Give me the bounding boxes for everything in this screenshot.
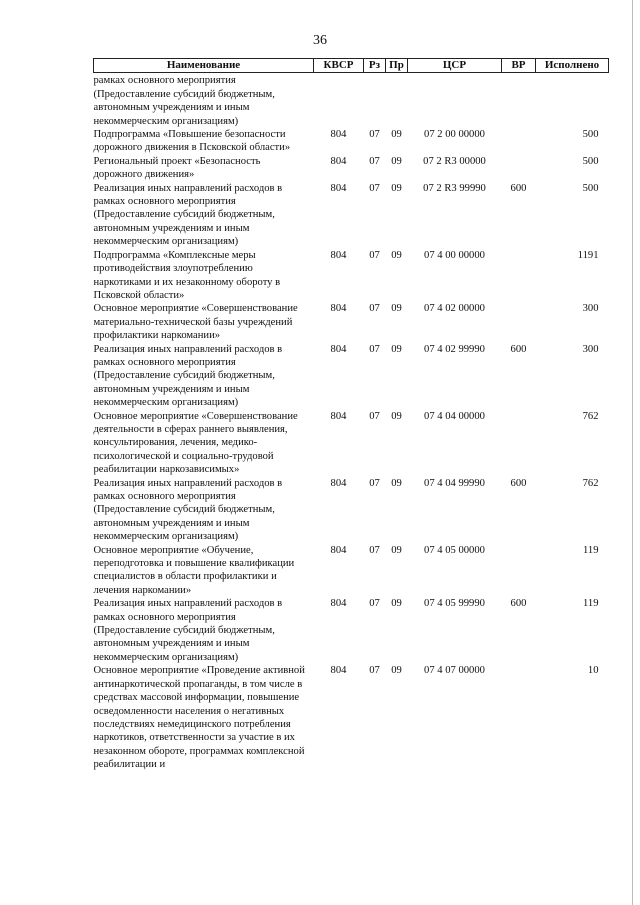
row-vr: 600 — [510, 343, 527, 355]
row-name: Основное мероприятие «Совершенствование материально-технической базы учреждений профилактики наркомании» — [93, 303, 298, 342]
table-row — [94, 477, 609, 544]
row-amount: 119 — [583, 544, 599, 556]
row-vr — [502, 544, 536, 598]
row-amount: 1191 — [577, 249, 599, 261]
row-pr: 09 — [391, 343, 402, 355]
row-amount: 762 — [582, 410, 599, 422]
table-row — [94, 664, 609, 771]
header-kvsr: КВСР — [314, 59, 364, 73]
row-amount: 500 — [582, 129, 599, 141]
row-pr — [386, 73, 408, 128]
row-csr: 07 4 05 00000 — [424, 544, 485, 556]
row-amount: 500 — [582, 155, 599, 167]
row-csr: 07 4 05 99990 — [424, 598, 485, 610]
row-vr — [502, 128, 536, 155]
row-csr: 07 2 00 00000 — [424, 129, 485, 141]
row-amount: 300 — [582, 343, 599, 355]
page-number: 36 — [313, 33, 327, 48]
row-kvsr — [314, 73, 364, 128]
row-rz: 07 — [369, 665, 380, 677]
row-name: Реализация иных направлений расходов в рамках основного мероприятия (Предоставление субсидий бюджетным, автономным учреждениям и иным некоммерческим организациям) — [93, 598, 283, 663]
row-csr: 07 4 07 00000 — [424, 665, 485, 677]
row-pr: 09 — [391, 598, 402, 610]
row-amount: 119 — [583, 598, 599, 610]
row-rz: 07 — [369, 129, 380, 141]
row-kvsr: 804 — [330, 343, 347, 355]
row-kvsr: 804 — [330, 544, 347, 556]
budget-table — [93, 58, 609, 772]
row-vr — [502, 155, 536, 182]
row-kvsr: 804 — [330, 249, 347, 261]
header-name: Наименование — [94, 59, 314, 73]
page-edge-line — [632, 0, 633, 905]
row-vr — [502, 249, 536, 303]
row-rz: 07 — [369, 182, 380, 194]
row-rz: 07 — [369, 598, 380, 610]
table-row — [94, 249, 609, 303]
row-csr: 07 4 04 99990 — [424, 477, 485, 489]
header-vr: ВР — [502, 59, 536, 73]
row-vr — [502, 410, 536, 477]
row-rz: 07 — [369, 155, 380, 167]
row-kvsr: 804 — [330, 665, 347, 677]
row-kvsr: 804 — [330, 155, 347, 167]
row-vr — [502, 664, 536, 771]
row-name: Реализация иных направлений расходов в рамках основного мероприятия (Предоставление субсидий бюджетным, автономным учреждениям и иным некоммерческим организациям) — [93, 477, 283, 543]
row-amount: 762 — [582, 477, 599, 489]
row-kvsr: 804 — [330, 182, 347, 194]
row-name: Реализация иных направлений расходов в рамках основного мероприятия (Предоставление субсидий бюджетным, автономным учреждениям и иным некоммерческим организациям) — [93, 182, 283, 248]
table-header-row — [94, 59, 609, 73]
row-rz: 07 — [369, 410, 380, 422]
row-vr: 600 — [510, 477, 527, 489]
row-amount — [536, 73, 609, 128]
row-rz: 07 — [369, 544, 380, 556]
header-csr: ЦСР — [408, 59, 502, 73]
row-pr: 09 — [391, 665, 402, 677]
row-name: Основное мероприятие «Обучение, переподготовка и повышение квалификации специалистов в области профилактики и лечения наркомании» — [93, 544, 295, 596]
row-pr: 09 — [391, 155, 402, 167]
row-csr: 07 4 02 00000 — [424, 303, 485, 315]
row-amount: 10 — [587, 665, 599, 677]
row-pr: 09 — [391, 182, 402, 194]
header-rz: Рз — [364, 59, 386, 73]
row-kvsr: 804 — [330, 477, 347, 489]
row-rz — [364, 73, 386, 128]
table-row — [94, 544, 609, 598]
table-row — [94, 343, 609, 410]
row-name: Реализация иных направлений расходов в рамках основного мероприятия (Предоставление субсидий бюджетным, автономным учреждениям и иным некоммерческим организациям) — [93, 343, 283, 409]
row-name: Подпрограмма «Комплексные меры противодействия злоупотреблению наркотиками и их незаконному обороту в Псковской области» — [93, 249, 281, 301]
row-vr: 600 — [510, 182, 527, 194]
row-rz: 07 — [369, 477, 380, 489]
row-name: Основное мероприятие «Проведение активной антинаркотической пропаганды, в том числе в средствах массовой информации, повышение осведомленности населения о негативных последствиях немедицинского потребления наркотиков, ответственности за участие в их незаконном обороте, программах комплексной реабилитации и — [93, 665, 305, 771]
row-amount: 500 — [582, 182, 599, 194]
row-pr: 09 — [391, 129, 402, 141]
row-csr: 07 4 02 99990 — [424, 343, 485, 355]
row-csr: 07 2 R3 99990 — [423, 182, 486, 194]
table-row — [94, 302, 609, 342]
row-pr: 09 — [391, 249, 402, 261]
table-row — [94, 155, 609, 182]
row-vr — [502, 302, 536, 342]
table-row — [94, 410, 609, 477]
row-rz: 07 — [369, 303, 380, 315]
table-row — [94, 597, 609, 664]
row-pr: 09 — [391, 544, 402, 556]
row-kvsr: 804 — [330, 129, 347, 141]
row-vr: 600 — [510, 598, 527, 610]
table-row — [94, 73, 609, 128]
row-name: рамках основного мероприятия (Предоставление субсидий бюджетным, автономным учреждениям и иным некоммерческим организациям) — [93, 75, 275, 127]
row-csr: 07 2 R3 00000 — [423, 155, 486, 167]
row-kvsr: 804 — [330, 410, 347, 422]
table-row — [94, 182, 609, 249]
row-csr — [408, 73, 502, 128]
row-kvsr: 804 — [330, 303, 347, 315]
row-pr: 09 — [391, 303, 402, 315]
row-amount: 300 — [582, 303, 599, 315]
row-rz: 07 — [369, 249, 380, 261]
row-csr: 07 4 00 00000 — [424, 249, 485, 261]
row-pr: 09 — [391, 410, 402, 422]
table-row — [94, 128, 609, 155]
header-pr: Пр — [386, 59, 408, 73]
row-rz: 07 — [369, 343, 380, 355]
header-amount: Исполнено — [536, 59, 609, 73]
row-name: Основное мероприятие «Совершенствование деятельности в сферах раннего выявления, консультирования, лечения, медико-психологической и социально-трудовой реабилитации наркозависимых» — [93, 410, 298, 476]
row-name: Региональный проект «Безопасность дорожного движения» — [93, 155, 261, 181]
row-name: Подпрограмма «Повышение безопасности дорожного движения в Псковской области» — [93, 129, 291, 154]
row-csr: 07 4 04 00000 — [424, 410, 485, 422]
row-kvsr: 804 — [330, 598, 347, 610]
row-pr: 09 — [391, 477, 402, 489]
row-vr — [502, 73, 536, 128]
